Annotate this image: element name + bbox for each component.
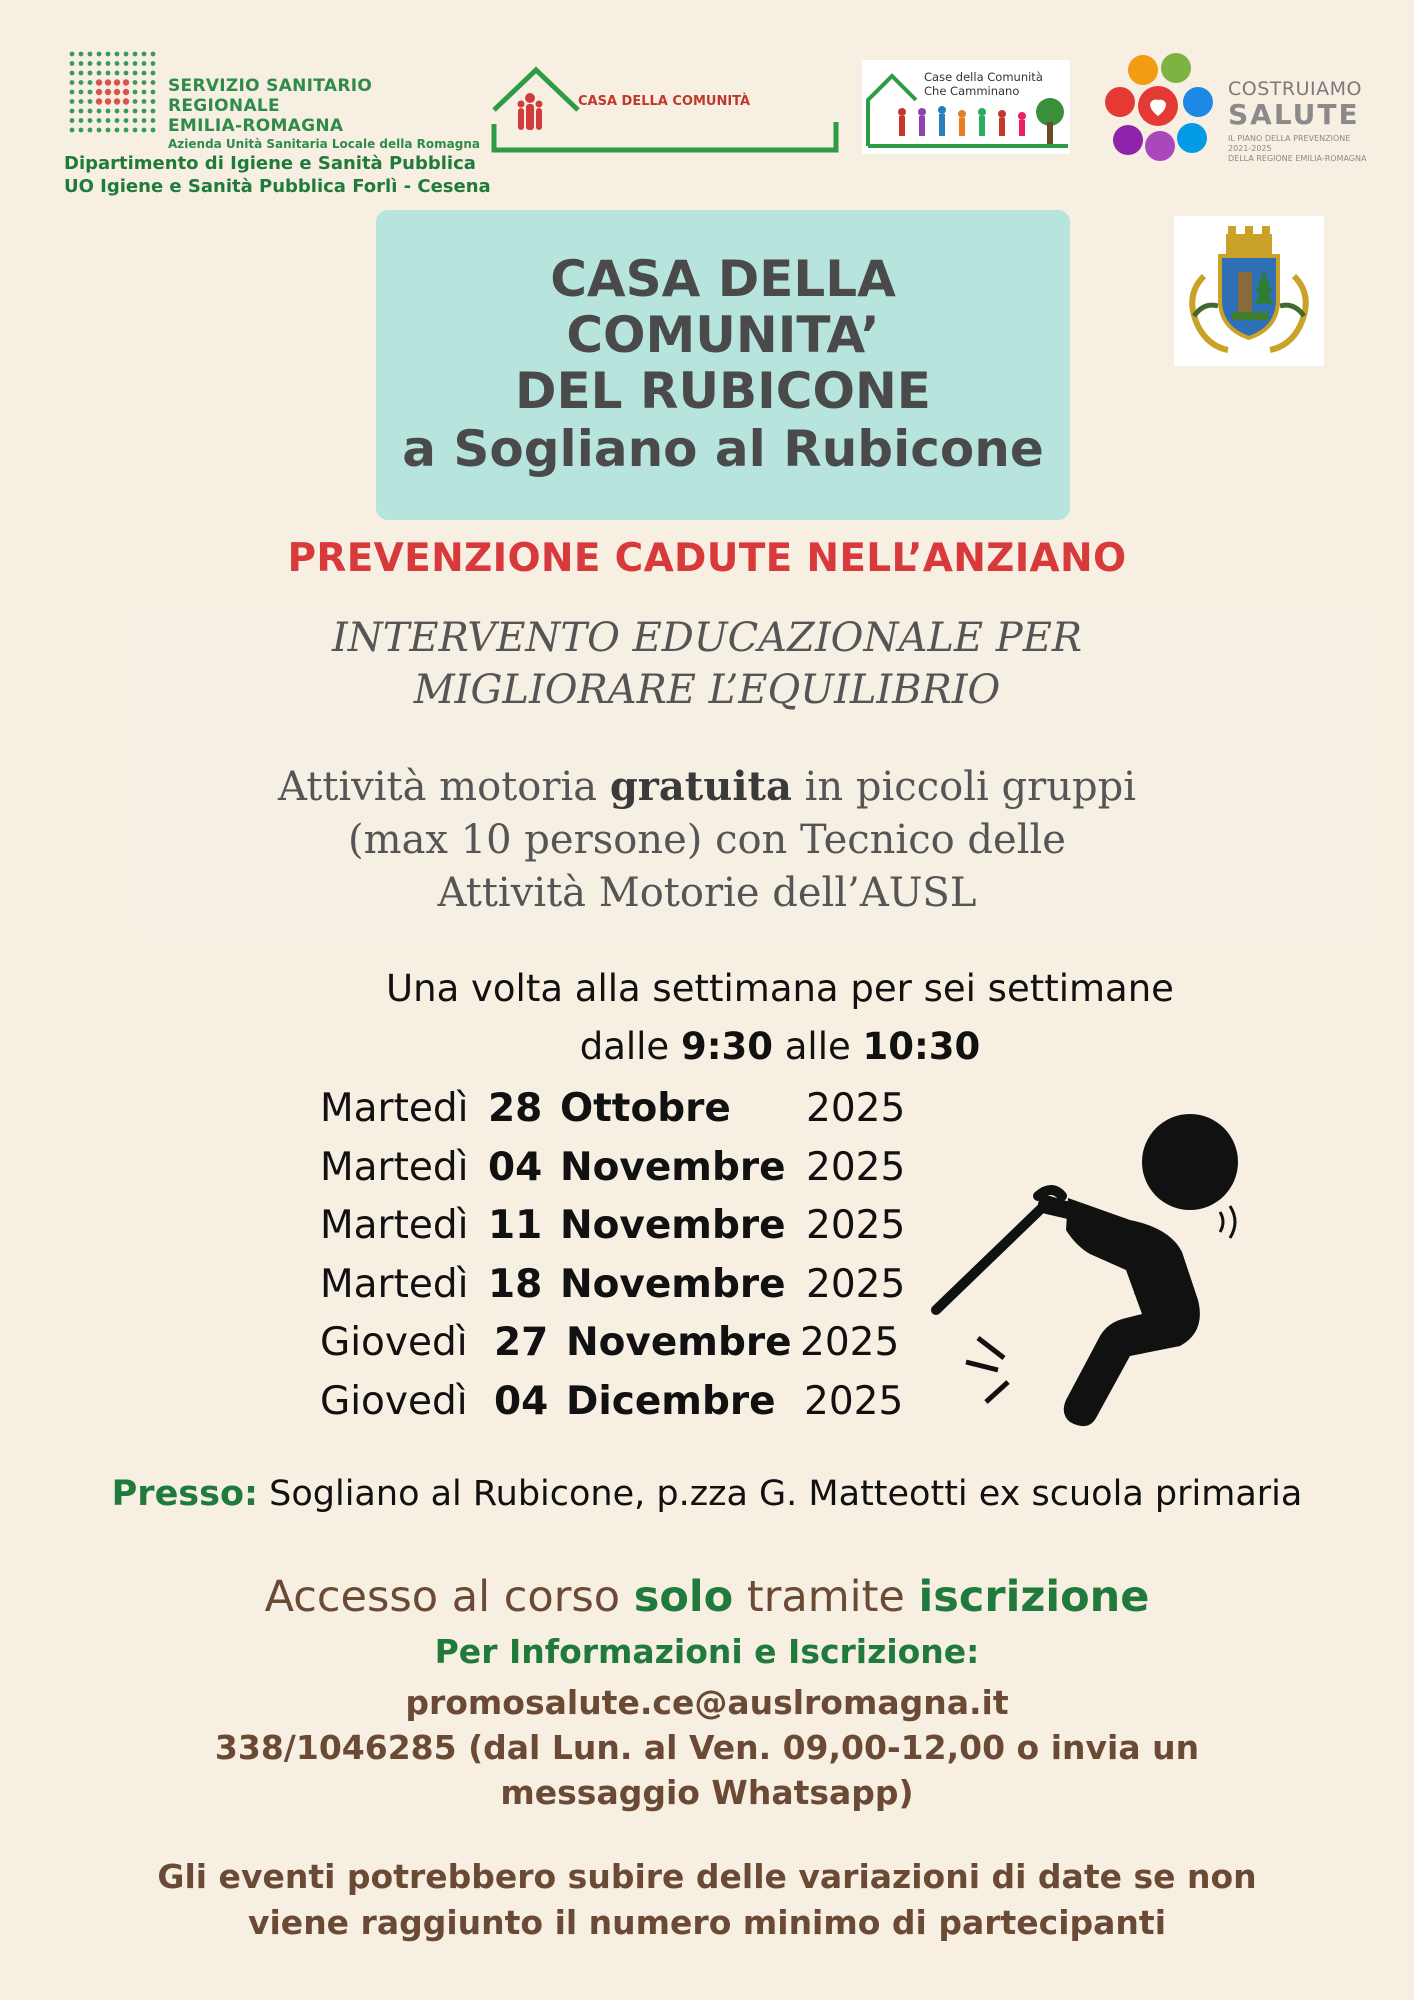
casa-comunita-logo-text: CASA DELLA COMUNITÀ [578,94,751,109]
ssr-dot [142,71,147,76]
activity-line2: (max 10 persone) con Tecnico delle [348,817,1066,863]
date-year: 2025 [804,1378,904,1424]
ssr-dot [70,71,75,76]
intervention-line2: MIGLIORARE L’EQUILIBRIO [413,667,1001,713]
ssr-dot [79,80,84,85]
ssr-dot [105,98,111,104]
date-number: 11 [488,1203,543,1248]
ssr-line1: SERVIZIO SANITARIO REGIONALE [168,76,373,116]
ssr-dot [124,128,129,133]
costruiamo-salute-logo [1098,50,1368,170]
intervention-line1: INTERVENTO EDUCAZIONALE PER [331,615,1083,661]
ssr-dot [105,79,111,85]
date-day: Giovedì [320,1320,468,1365]
disclaimer-note [0,1854,1414,1946]
ssr-dot [88,109,93,114]
ssr-dot [114,89,120,95]
ssr-dot [88,118,93,123]
date-year: 2025 [806,1086,906,1131]
location-label: Presso: [111,1474,259,1514]
department-line2: UO Igiene e Sanità Pubblica Forlì - Cesena [64,176,491,197]
date-number: 28 [488,1086,543,1131]
ssr-dot [97,52,102,57]
ssr-dot [115,52,120,57]
ssr-line3: Azienda Unità Sanitaria Locale della Romagna [168,137,480,151]
date-day: Martedì [320,1203,469,1248]
ssr-line2: EMILIA-ROMAGNA [168,116,344,136]
date-row [320,1080,920,1139]
ssr-dots-icon [68,50,158,134]
ssr-dot [105,89,111,95]
date-year: 2025 [806,1144,906,1190]
ssr-dot [133,61,138,66]
date-number: 18 [488,1261,543,1307]
time-range [280,1018,1280,1076]
time-end: 10:30 [862,1025,981,1068]
casa-comunita-logo [490,64,840,156]
ssr-dot [115,128,120,133]
ssr-dot [79,52,84,57]
ssr-dot [70,90,75,95]
intervention-title [0,612,1414,716]
date-month: Novembre [560,1261,786,1307]
date-year: 2025 [806,1203,906,1248]
ssr-dot [97,71,102,76]
activity-line1 [0,760,1414,814]
ssr-dot [133,99,138,104]
ssr-dot [142,99,147,104]
ssr-dot [142,61,147,66]
ssr-dot [142,109,147,114]
title-box [376,210,1070,520]
date-month: Novembre [560,1144,786,1190]
piano-line1: IL PIANO DELLA PREVENZIONE 2021-2025 [1228,134,1351,153]
date-number: 04 [494,1378,549,1424]
note-line1: Gli eventi potrebbero subire delle variazioni di date se non [157,1857,1257,1896]
date-row [320,1256,920,1315]
house-outline-icon [490,64,840,156]
ssr-dot [115,71,120,76]
note-line2: viene raggiunto il numero minimo di partecipanti [247,1903,1167,1942]
contact-email[interactable]: promosalute.ce@auslromagna.it [405,1683,1009,1722]
ssr-dot [79,71,84,76]
ssr-dot [124,109,129,114]
ssr-dot [70,80,75,85]
ssr-dot [133,52,138,57]
ssr-dot [142,80,147,85]
ssr-dot [96,79,102,85]
department-label [64,152,491,198]
ssr-dot [123,79,129,85]
subtitle-heading: PREVENZIONE CADUTE NELL’ANZIANO [287,536,1127,581]
salute-label: SALUTE [1228,98,1360,131]
ssr-dot [114,79,120,85]
title-line1: CASA DELLA [550,250,896,308]
ssr-dot [123,98,129,104]
access-info [0,1572,1414,1622]
ssr-dot [106,109,111,114]
contact-heading: Per Informazioni e Iscrizione: [434,1632,980,1671]
activity-line3: Attività Motorie dell’AUSL [437,870,977,916]
crest-icon [1174,216,1324,366]
date-month: Ottobre [560,1086,731,1131]
ssr-dot [106,118,111,123]
ssr-dot [88,128,93,133]
ssr-dot [133,109,138,114]
ssr-dot [70,61,75,66]
frequency-text: Una volta alla settimana per sei settimane [386,967,1174,1010]
ssr-dot [97,118,102,123]
ssr-dot [79,99,84,104]
ssr-dot [70,128,75,133]
salute-circles-icon [1098,50,1228,170]
date-list [320,1080,920,1431]
ssr-dot [151,52,156,57]
time-from-label: dalle [579,1025,681,1068]
ssr-dot [151,80,156,85]
ssr-dot [79,128,84,133]
ssr-dot [97,128,102,133]
date-year: 2025 [800,1320,900,1365]
ssr-dot [79,109,84,114]
ssr-dot [79,61,84,66]
date-row [320,1314,920,1373]
ssr-dot [142,90,147,95]
ssr-dot [151,90,156,95]
access-part1: Accesso al corso [264,1572,634,1622]
date-month: Novembre [566,1320,792,1365]
location-text: Sogliano al Rubicone, p.zza G. Matteotti ex scuola primaria [258,1474,1303,1514]
access-bold-iscrizione: iscrizione [918,1572,1150,1622]
ssr-dot [115,109,120,114]
ssr-dot [124,118,129,123]
ssr-dot [133,128,138,133]
date-day: Martedì [320,1144,469,1190]
contact-details [0,1680,1414,1815]
date-number: 04 [488,1144,543,1190]
ssr-dot [133,71,138,76]
ssr-dot [70,99,75,104]
ssr-dot [151,61,156,66]
ssr-dot [142,52,147,57]
ssr-dot [124,52,129,57]
date-row [320,1139,920,1198]
ssr-dot [88,61,93,66]
title-line3: DEL RUBICONE [515,362,931,420]
activity-part1: Attività motoria [278,764,610,810]
ssr-dot [106,71,111,76]
ssr-dot [88,99,93,104]
case-camminano-line1: Case della Comunità [924,70,1043,84]
ssr-dot [142,128,147,133]
ssr-dot [96,98,102,104]
case-camminano-title [924,70,1043,98]
ssr-dot [106,128,111,133]
ssr-dot [88,80,93,85]
department-line1: Dipartimento di Igiene e Sanità Pubblica [64,153,476,174]
ssr-dot [114,98,120,104]
ssr-dot [97,109,102,114]
location [0,1474,1414,1514]
ssr-logo [68,50,488,150]
municipal-crest [1174,216,1324,366]
time-start: 9:30 [680,1025,773,1068]
ssr-dot [70,52,75,57]
date-number: 27 [494,1320,549,1365]
ssr-dot [151,109,156,114]
ssr-dot [124,71,129,76]
schedule-frequency [280,960,1280,1076]
activity-part2: in piccoli gruppi [791,764,1136,810]
ssr-dot [151,99,156,104]
ssr-dot [88,90,93,95]
piano-line2: DELLA REGIONE EMILIA-ROMAGNA [1228,154,1367,163]
contact-phone-line1[interactable]: 338/1046285 (dal Lun. al Ven. 09,00-12,00 o invia un [214,1728,1200,1767]
date-day: Martedì [320,1086,469,1131]
piano-prevenzione-label [1228,134,1368,164]
ssr-dot [88,52,93,57]
ssr-dot [106,61,111,66]
costruiamo-label: COSTRUIAMO [1228,78,1362,100]
contact-phone-line2: messaggio Whatsapp) [500,1773,914,1812]
ssr-dot [133,80,138,85]
date-day: Giovedì [320,1378,468,1424]
case-camminano-line2: Che Camminano [924,84,1020,98]
ssr-dot [96,89,102,95]
ssr-dot [79,118,84,123]
date-row [320,1197,920,1256]
date-year: 2025 [806,1261,906,1307]
date-month: Novembre [560,1203,786,1248]
title-line2: COMUNITA’ [566,306,880,364]
ssr-dot [88,71,93,76]
ssr-dot [79,90,84,95]
access-part2: tramite [733,1572,919,1622]
case-camminano-logo [862,60,1070,154]
title-line4: a Sogliano al Rubicone [402,420,1044,478]
ssr-dot [115,61,120,66]
ssr-dot [142,118,147,123]
date-row [320,1373,920,1432]
access-bold-solo: solo [633,1572,734,1622]
ssr-dot [70,118,75,123]
ssr-dot [151,118,156,123]
date-day: Martedì [320,1261,469,1307]
ssr-dot [133,118,138,123]
ssr-dot [70,109,75,114]
ssr-dot [106,52,111,57]
date-month: Dicembre [566,1378,776,1424]
activity-free-label: gratuita [609,763,792,810]
ssr-dot [133,90,138,95]
ssr-dot [123,89,129,95]
ssr-dot [151,128,156,133]
time-to-label: alle [772,1025,863,1068]
ssr-dot [124,61,129,66]
ssr-dot [151,71,156,76]
ssr-dot [97,61,102,66]
ssr-dot [115,118,120,123]
falling-person-icon [920,1100,1260,1430]
activity-description [0,760,1414,920]
